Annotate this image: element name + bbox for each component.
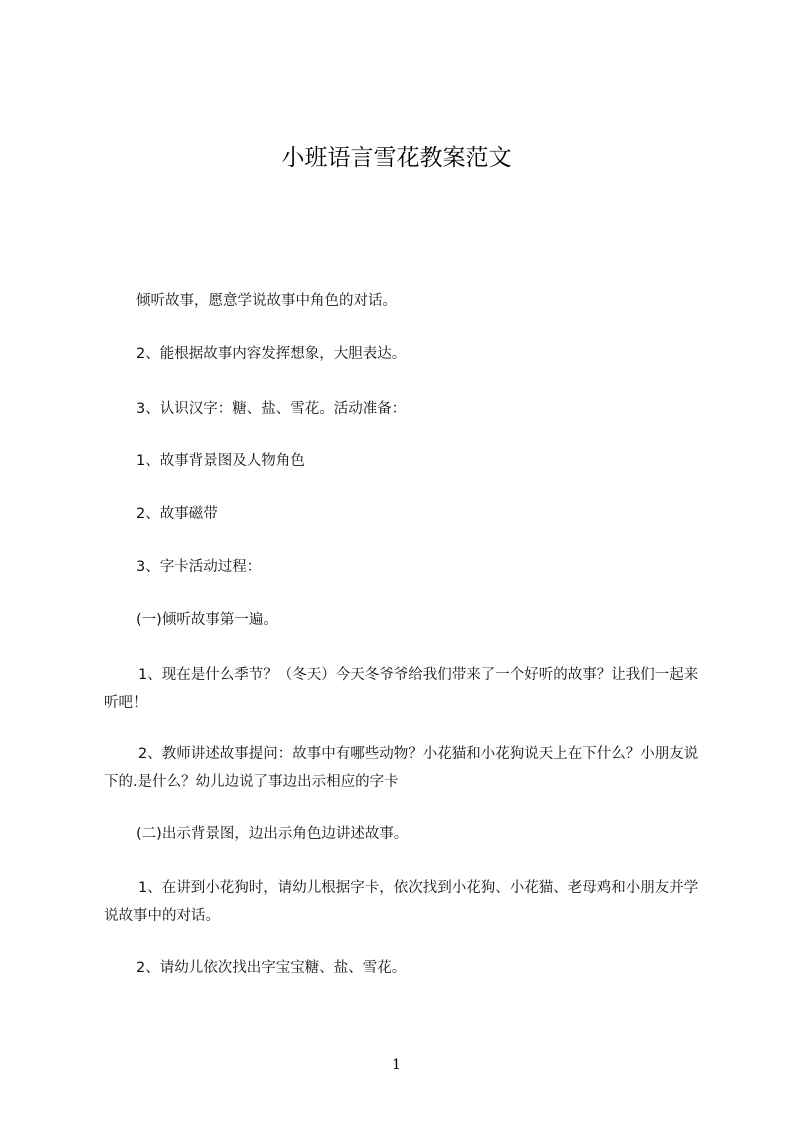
paragraph: 1、现在是什么季节？（冬天）今天冬爷爷给我们带来了一个好听的故事？让我们一起来听吧！ [104,667,699,711]
page-number: 1 [392,1057,401,1073]
paragraph: 1、故事背景图及人物角色 [136,453,305,469]
paragraph: 1、在讲到小花狗时，请幼儿根据字卡，依次找到小花狗、小花猫、老母鸡和小朋友并学说故事中的对话。 [104,880,699,924]
paragraph: 2、请幼儿依次找出字宝宝糖、盐、雪花。 [136,960,407,976]
paragraph: (二)出示背景图，边出示角色边讲述故事。 [136,826,409,842]
paragraph: 3、字卡活动过程： [136,559,262,575]
paragraph: 2、能根据故事内容发挥想象，大胆表达。 [136,346,407,362]
document-title: 小班语言雪花教案范文 [281,145,512,171]
paragraph: 3、认识汉字：糖、盐、雪花。活动准备： [136,401,407,417]
paragraph: 倾听故事，愿意学说故事中角色的对话。 [136,293,397,309]
paragraph: 2、教师讲述故事提问：故事中有哪些动物？小花猫和小花狗说天上在下什么？小朋友说下的.是什么？幼儿边说了事边出示相应的字卡 [104,746,699,790]
paragraph: 2、故事磁带 [136,506,218,522]
paragraph: (一)倾听故事第一遍。 [136,612,278,628]
